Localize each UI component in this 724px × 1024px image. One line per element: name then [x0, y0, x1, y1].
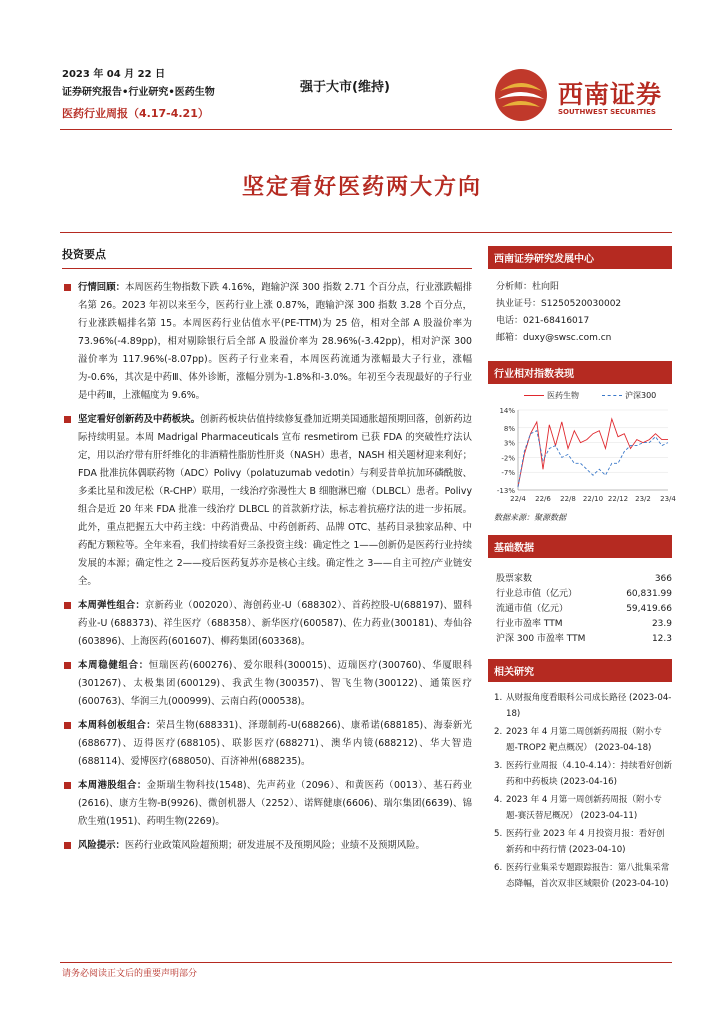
bullet-square-icon [64, 602, 71, 609]
related-report-number: 1. [494, 693, 503, 703]
related-report-text: 从财报角度看眼科公司成长路径 (2023-04-18) [506, 693, 672, 719]
investment-summary [62, 246, 472, 861]
analyst-email: 邮箱：duxy@swsc.com.cn [496, 333, 612, 343]
bullet-text: 创新药板块估值持续修复叠加近期美国通胀超预期回落，创新药边际持续明显。本周 Madrigal Pharmaceuticals 宣布 resmetirom 已获 FDA 的突破性疗法认定，用以治疗带有肝纤维化的非酒精性脂肪性肝炎（NASH）患者，NASH 相关题材迎来利好；FDA 批准抗体偶联药物（ADC）Polivy（polatuzumab vedotin）与利妥昔单抗加环磷酰胺、多柔比星和泼尼松（R-CHP）联用，一线治疗弥漫性大 B 细胞淋巴瘤（DLBCL）患者。Polivy 组合是近 20 年来 FDA 批准一线治疗 DLBCL 的首款新疗法，标志着抗癌疗法的进一步拓展。此外，重点把握五大中药主线：中药消费品、中药创新药、品牌 OTC、基药目录独家品种、中药配方颗粒等。全年来看，我们持续看好三条投资主线：确定性之 1——创新仍是医药行业持续发展的本源；确定性之 2——疫后医药复苏亦是核心主线。确定性之 3——自主可控/产业链安全。 [78, 414, 472, 587]
x-tick-label: 22/12 [607, 495, 629, 503]
x-tick-label: 22/8 [560, 495, 576, 503]
summary-bullet [62, 411, 472, 591]
bullet-label: 风险提示： [78, 840, 125, 851]
summary-bullet [62, 597, 472, 651]
basic-data-row [496, 617, 672, 632]
bullet-label: 本周科创板组合： [78, 720, 157, 731]
analyst-info [488, 269, 672, 347]
bullet-label: 坚定看好创新药及中药板块。 [78, 414, 200, 425]
basic-data-row [496, 632, 672, 647]
related-report-item[interactable] [494, 758, 672, 790]
legend-item-csi300 [602, 390, 656, 401]
legend-swatch-csi300 [602, 395, 622, 396]
analyst-name: 分析师：杜向阳 [496, 282, 560, 292]
related-report-number: 6. [494, 863, 503, 873]
bullet-text: 京新药业（002020）、海创药业-U（688302）、首药控股-U(688197)、盟科药业-U (688373)、祥生医疗（688358）、新华医疗(600587)、佐力药业(300181)、寿仙谷(603896)、上海医药(601607)、柳药集团(603368)。 [78, 600, 472, 647]
summary-bullet [62, 717, 472, 771]
basic-data-table [488, 564, 672, 647]
legend-swatch-pharma [524, 395, 544, 396]
summary-bullets [62, 279, 472, 855]
related-report-number: 4. [494, 795, 503, 805]
y-tick-label: -2% [501, 454, 515, 463]
related-report-text: 2023 年 4 月第二周创新药周报（附小专题-TROP2 靶点概况） (2023-04-18) [506, 727, 662, 753]
basic-data-section [488, 535, 672, 647]
legend-label-pharma: 医药生物 [547, 391, 579, 400]
analyst-license: 执业证号：S1250520030002 [496, 299, 622, 309]
related-report-number: 3. [494, 761, 503, 771]
industry-rating: 强于大市(维持) [300, 80, 390, 95]
related-research-list [488, 682, 672, 892]
y-tick-label: 14% [499, 407, 515, 415]
report-series-title: 医药行业周报（4.17-4.21） [62, 107, 209, 120]
basic-data-row [496, 572, 672, 587]
related-report-number: 5. [494, 829, 503, 839]
x-tick-label: 22/4 [510, 495, 526, 503]
logo-mark-icon [492, 67, 550, 123]
bullet-square-icon [64, 722, 71, 729]
summary-bullet [62, 777, 472, 831]
series-line-csi300 [518, 431, 668, 487]
bullet-text: 荣昌生物(688331)、泽璟制药-U(688266)、康希诺(688185)、海泰新光(688677)、迈得医疗(688105)、联影医疗(688271)、澳华内镜(688212)、华大智造(688114)、爱博医疗(688050)、百济神州(688235)。 [78, 720, 472, 767]
header-divider [60, 129, 672, 130]
x-tick-label: 23/4 [660, 495, 676, 503]
x-tick-label: 23/2 [635, 495, 651, 503]
bullet-label: 行情回顾： [78, 282, 126, 293]
company-logo [492, 67, 672, 123]
bullet-text: 金斯瑞生物科技(1548)、先声药业（2096）、和黄医药（0013）、基石药业(2616)、康方生物-B(9926)、微创机器人（2252）、诺辉健康(6606)、瑞尔集团(6639)、锦欣生殖(1951)、药明生物(2269)。 [78, 780, 472, 827]
basic-data-value: 59,419.66 [626, 604, 672, 614]
legend-label-csi300: 沪深300 [625, 391, 657, 400]
basic-data-label: 行业总市值（亿元） [496, 589, 578, 599]
bullet-text: 恒瑞医药(600276)、爱尔眼科(300015)、迈瑞医疗(300760)、华厦眼科(301267)、太极集团(600129)、我武生物(300357)、智飞生物(300122)、通策医疗(600763)、华润三九(000999)、云南白药(000538)。 [78, 660, 472, 707]
bullet-square-icon [64, 782, 71, 789]
basic-data-row [496, 602, 672, 617]
basic-data-value: 12.3 [651, 634, 672, 644]
research-center-title: 西南证券研究发展中心 [488, 246, 672, 269]
basic-data-value: 60,831.99 [626, 589, 672, 599]
logo-name: 西南证券 [558, 80, 663, 109]
related-report-text: 医药行业集采专题跟踪报告：第八批集采常态降幅，首次双非区域限价 (2023-04-10) [506, 863, 670, 889]
report-category: 证券研究报告•行业研究•医药生物 [62, 87, 215, 98]
y-tick-label: 8% [503, 424, 515, 433]
basic-data-label: 股票家数 [496, 574, 533, 584]
basic-data-label: 流通市值（亿元） [496, 604, 569, 614]
y-tick-label: -13% [496, 487, 515, 495]
related-report-item[interactable] [494, 690, 672, 722]
logo-english-name: SOUTHWEST SECURITIES [558, 108, 656, 116]
related-report-item[interactable] [494, 724, 672, 756]
index-line-chart [488, 404, 676, 506]
bullet-label: 本周弹性组合： [78, 600, 145, 611]
bullet-label: 本周港股组合： [78, 780, 147, 791]
basic-data-label: 沪深 300 市盈率 TTM [496, 634, 586, 644]
series-line-pharma [518, 419, 668, 487]
report-header-info [62, 66, 215, 123]
sidebar [488, 246, 676, 894]
chart-title: 行业相对指数表现 [488, 361, 672, 384]
related-report-item[interactable] [494, 860, 672, 892]
footer-divider [60, 962, 672, 963]
summary-heading: 投资要点 [62, 246, 472, 269]
bullet-square-icon [64, 662, 71, 669]
related-report-text: 医药行业 2023 年 4 月投资月报：看好创新药和中药行情 (2023-04-10) [506, 829, 665, 855]
related-research-title: 相关研究 [488, 659, 672, 682]
basic-data-title: 基础数据 [488, 535, 672, 558]
basic-data-label: 行业市盈率 TTM [496, 619, 563, 629]
bullet-square-icon [64, 842, 71, 849]
report-date: 2023 年 04 月 22 日 [62, 69, 166, 80]
related-research-section [488, 659, 672, 892]
basic-data-value: 23.9 [651, 619, 672, 629]
bullet-text: 医药行业政策风险超预期；研发进展不及预期风险；业绩不及预期风险。 [124, 840, 425, 851]
title-divider [60, 232, 672, 233]
basic-data-row [496, 587, 672, 602]
report-title: 坚定看好医药两大方向 [241, 175, 482, 200]
summary-bullet [62, 657, 472, 711]
x-tick-label: 22/10 [582, 495, 604, 503]
legend-item-pharma [524, 390, 579, 401]
chart-source: 数据来源：聚源数据 [494, 513, 566, 522]
bullet-square-icon [64, 416, 71, 423]
summary-bullet [62, 837, 472, 855]
analyst-phone: 电话：021-68416017 [496, 316, 590, 326]
basic-data-value: 366 [654, 574, 672, 584]
related-report-item[interactable] [494, 826, 672, 858]
x-tick-label: 22/6 [535, 495, 551, 503]
related-report-text: 医药行业周报（4.10-4.14）：持续看好创新药和中药板块 (2023-04-16) [506, 761, 672, 787]
bullet-label: 本周稳健组合： [78, 660, 149, 671]
related-report-item[interactable] [494, 792, 672, 824]
chart-legend [488, 390, 672, 404]
related-report-number: 2. [494, 727, 503, 737]
summary-bullet [62, 279, 472, 405]
y-tick-label: -7% [501, 469, 515, 478]
bullet-text: 本周医药生物指数下跌 4.16%，跑输沪深 300 指数 2.71 个百分点，行业涨跌幅排名第 26。2023 年初以来至今，医药行业上涨 0.87%，跑输沪深 300 指数 3.28 个百分点，行业涨跌幅排名第 15。本周医药行业估值水平(PE-TTM)为 25 倍，相对全部 A 股溢价率为 73.96%(-4.89pp)，相对剔除银行后全部 A 股溢价率为 28.96%(-3.42pp)，相对沪深 300 溢价率为 117.96%(-8.07pp)。医药子行业来看，本周医药流通为涨幅最大子行业，涨幅为-0.6%，其次是中药Ⅲ、体外诊断，涨幅分别为-1.8%和-3.0%。年初至今表现最好的子行业是中药Ⅲ，上涨幅度为 9.6%。 [78, 282, 472, 401]
related-report-text: 2023 年 4 月第一周创新药周报（附小专题-赛沃替尼概况） (2023-04-11) [506, 795, 662, 821]
footer-disclaimer: 请务必阅读正文后的重要声明部分 [62, 969, 198, 979]
y-tick-label: 3% [503, 439, 515, 448]
index-chart-section [488, 361, 676, 523]
bullet-square-icon [64, 284, 71, 291]
